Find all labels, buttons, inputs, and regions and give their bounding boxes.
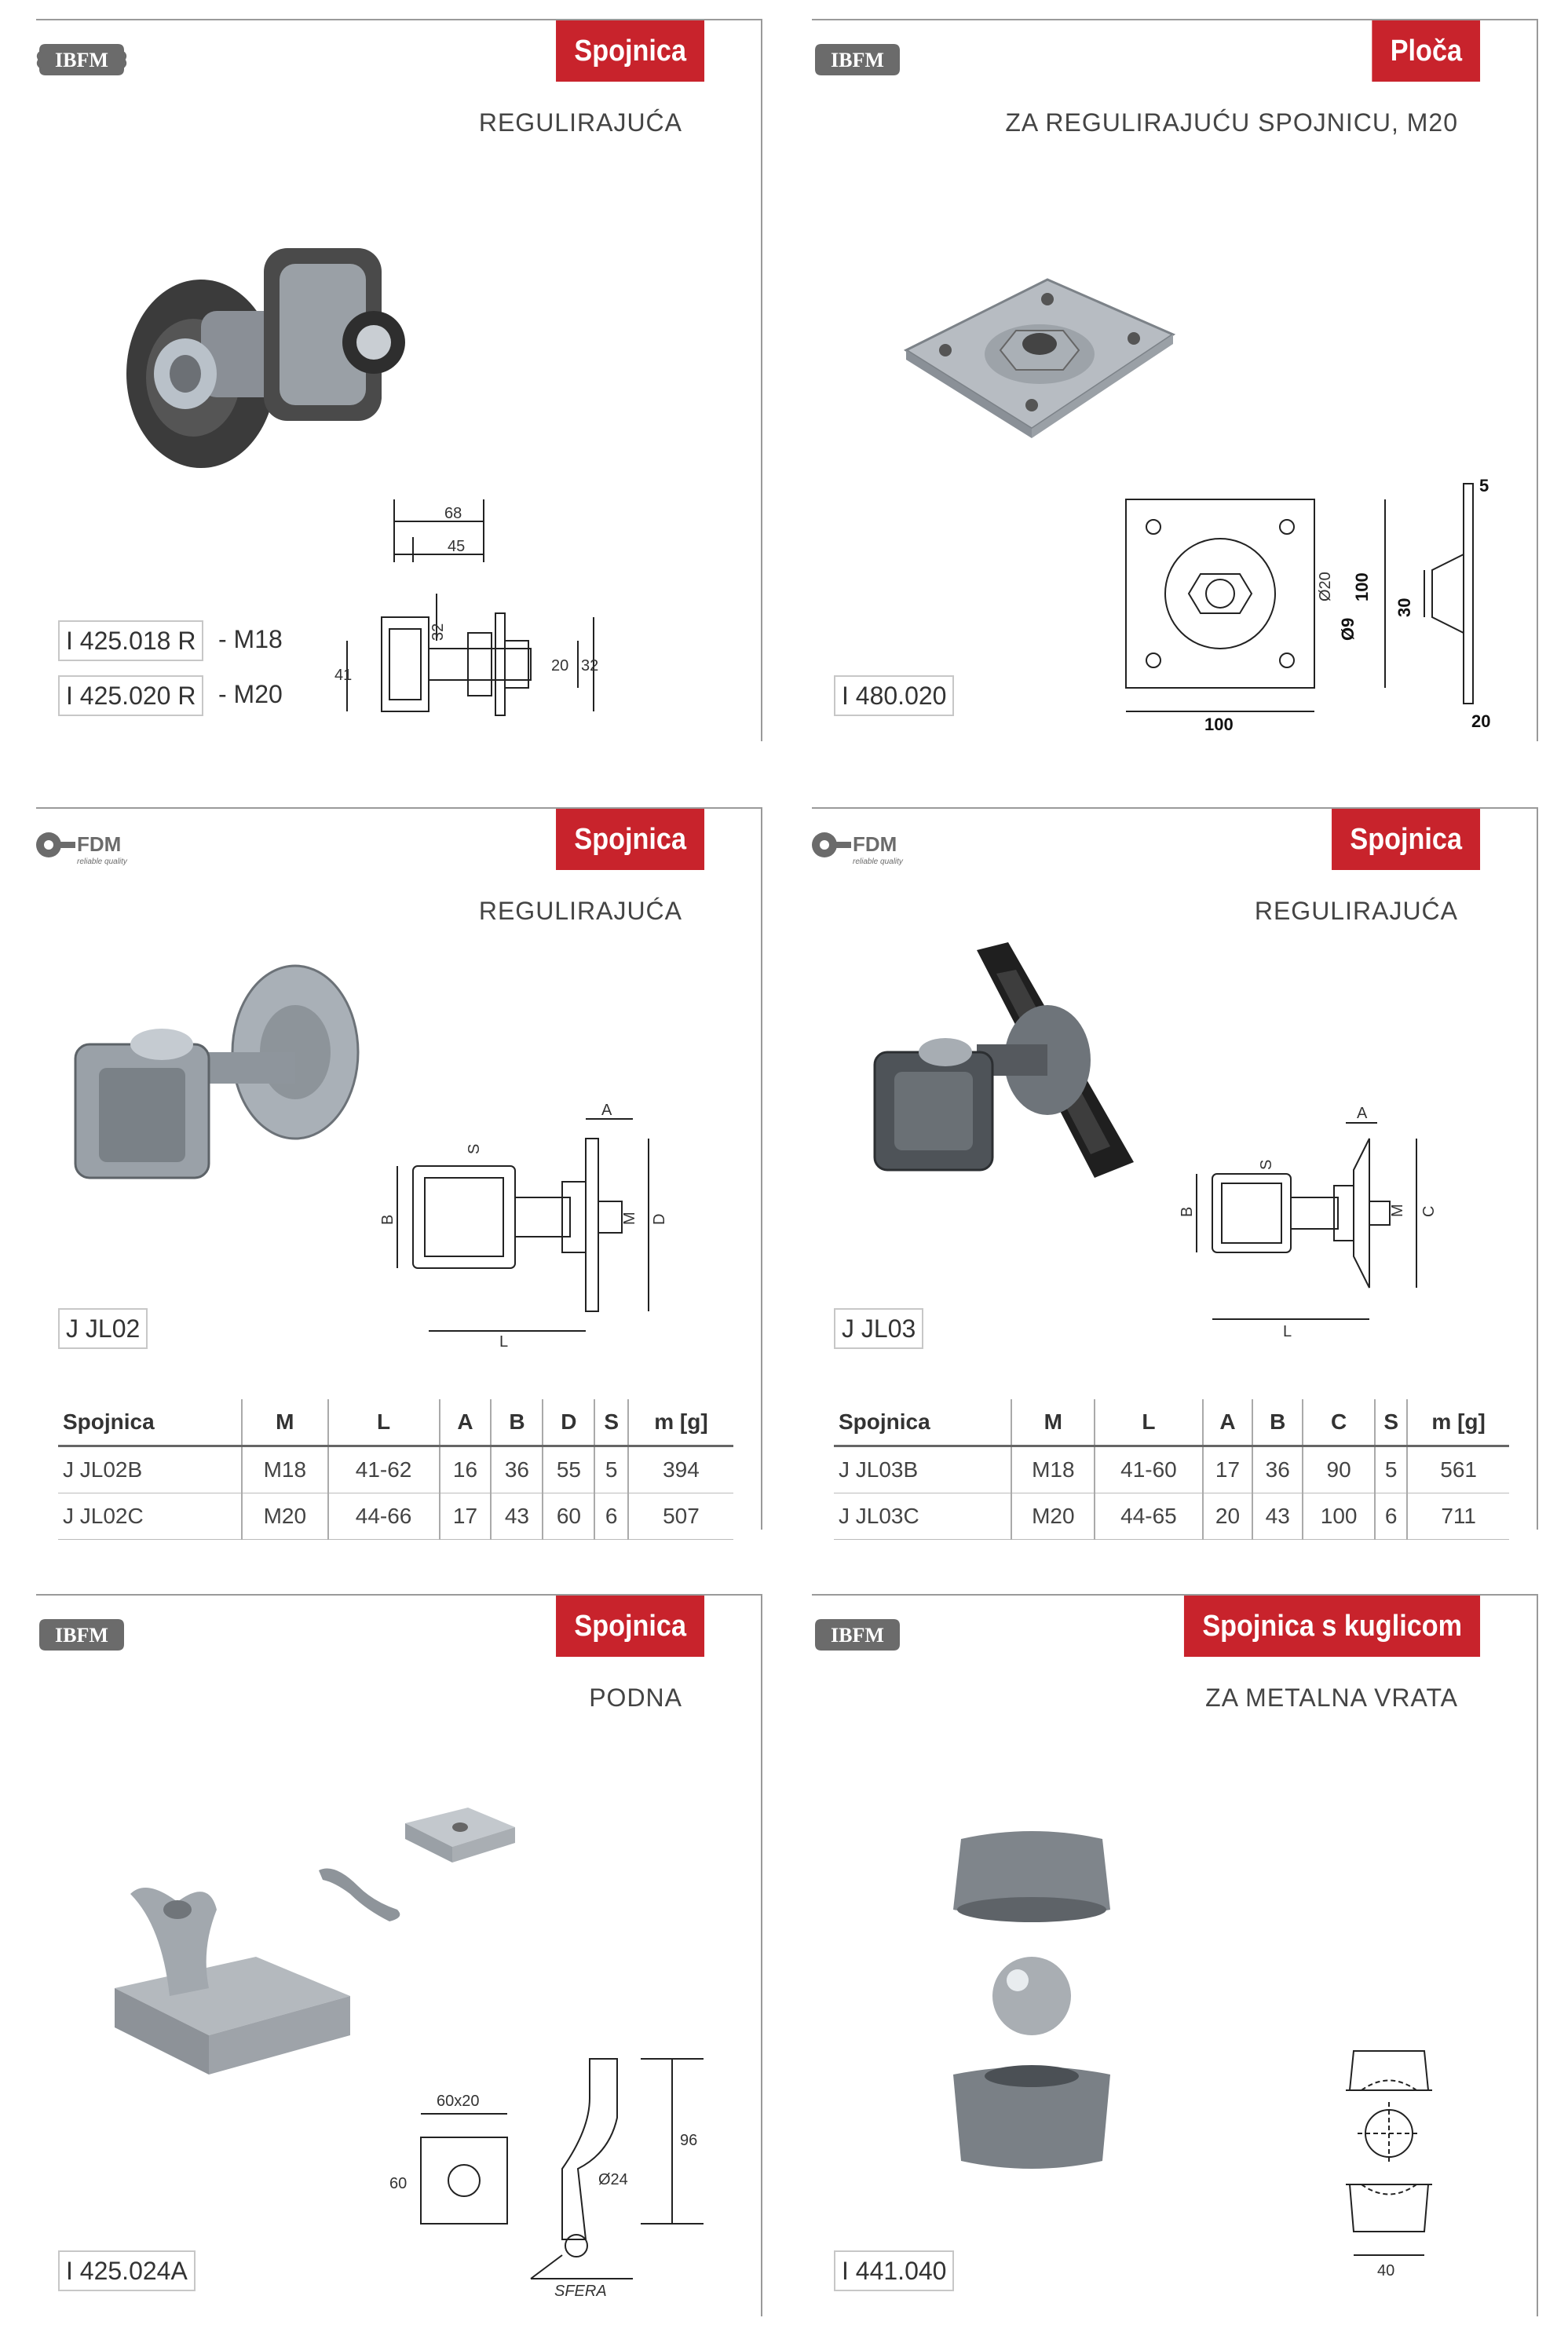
svg-text:A: A [601,1102,612,1119]
table-row: J JL02B M18 41-62 16 36 55 5 394 [58,1446,733,1493]
product-code: I 441.040 [834,2250,954,2291]
category-tag: Spojnica [556,20,704,82]
product-code-2: I 425.020 R [58,675,203,716]
hinge-photo [107,217,476,507]
product-subtitle: REGULIRAJUĆA [478,897,682,925]
svg-text:100: 100 [1352,572,1372,601]
svg-text:IBFM: IBFM [831,1624,884,1647]
table-row: J JL03C M20 44-65 20 43 100 6 711 [834,1493,1509,1540]
col-m: M [1011,1399,1095,1446]
col-spojnica: Spojnica [58,1399,242,1446]
svg-text:IBFM: IBFM [55,49,108,71]
svg-text:C: C [1420,1205,1438,1217]
product-subtitle: REGULIRAJUĆA [478,108,682,137]
ibfm-logo [36,38,127,82]
ball-bearing-hinge-photo [930,1823,1134,2216]
col-a: A [440,1399,492,1446]
svg-text:68: 68 [444,505,462,522]
svg-text:B: B [379,1214,397,1225]
svg-text:60x20: 60x20 [437,2093,480,2110]
product-code: J JL02 [58,1308,148,1349]
category-tag: Spojnica [556,1596,704,1657]
product-subtitle: ZA METALNA VRATA [1205,1683,1458,1712]
svg-text:FDM: FDM [77,832,122,856]
col-m: M [242,1399,328,1446]
svg-text:Ø9: Ø9 [1338,617,1358,641]
ibfm-logo [812,1613,903,1657]
product-variant-1: - M18 [218,625,283,653]
col-mass: m [g] [1407,1399,1509,1446]
svg-text:D: D [651,1213,668,1225]
svg-text:M: M [621,1212,638,1225]
product-subtitle: PODNA [589,1683,682,1712]
svg-text:L: L [499,1333,509,1351]
col-b: B [491,1399,543,1446]
svg-text:20: 20 [551,657,569,674]
svg-text:IBFM: IBFM [55,1624,108,1647]
category-tag: Spojnica s kuglicom [1184,1596,1480,1657]
technical-drawing [1330,2035,1487,2302]
product-panel-2 [812,19,1538,741]
product-subtitle: REGULIRAJUĆA [1254,897,1458,925]
product-code: I 480.020 [834,675,954,716]
svg-text:45: 45 [448,538,466,555]
product-panel-4 [812,807,1538,1530]
product-subtitle: ZA REGULIRAJUĆU SPOJNICU, M20 [1005,108,1458,137]
svg-text:5: 5 [1479,476,1489,495]
col-d: D [543,1399,594,1446]
svg-text:S: S [1258,1159,1275,1170]
svg-text:30: 30 [1394,598,1414,617]
col-a: A [1203,1399,1253,1446]
fdm-logo [807,824,933,873]
col-mass: m [g] [628,1399,733,1446]
svg-text:100: 100 [1204,715,1234,734]
col-l: L [1095,1399,1202,1446]
svg-text:41: 41 [334,667,353,684]
table-header-row [58,1399,733,1446]
hinge-photo [60,966,389,1217]
svg-text:A: A [1357,1105,1368,1122]
fdm-logo [31,824,157,873]
product-panel-6 [812,1594,1538,2316]
svg-text:96: 96 [680,2132,698,2149]
svg-text:32: 32 [429,623,447,641]
hinge-with-plate-photo [859,927,1204,1225]
svg-text:FDM: FDM [853,832,897,856]
product-code: J JL03 [834,1308,923,1349]
col-l: L [328,1399,440,1446]
col-spojnica: Spojnica [834,1399,1011,1446]
svg-text:32: 32 [581,657,599,674]
table-header-row [834,1399,1509,1446]
svg-text:reliable quality: reliable quality [77,857,127,866]
technical-drawing [379,1102,743,1374]
technical-drawing [334,484,758,751]
svg-text:20: 20 [1471,711,1491,731]
category-tag: Spojnica [1332,809,1480,870]
product-panel-1 [36,19,762,741]
ibfm-logo [36,1613,127,1657]
svg-text:S: S [466,1143,483,1154]
svg-text:B: B [1179,1206,1196,1217]
category-tag: Ploča [1372,20,1480,82]
table-row: J JL03B M18 41-60 17 36 90 5 561 [834,1446,1509,1493]
svg-text:L: L [1283,1323,1292,1340]
col-s: S [594,1399,628,1446]
svg-text:SFERA: SFERA [554,2283,607,2300]
col-c: C [1303,1399,1375,1446]
product-variant-2: - M20 [218,680,283,708]
category-tag: Spojnica [556,809,704,870]
svg-text:reliable quality: reliable quality [853,857,903,866]
product-panel-3 [36,807,762,1530]
spec-table [58,1399,733,1540]
svg-text:M: M [1389,1204,1406,1217]
svg-text:60: 60 [389,2175,408,2192]
ibfm-logo [812,38,903,82]
svg-text:40: 40 [1377,2262,1395,2279]
table-row: J JL02C M20 44-66 17 43 60 6 507 [58,1493,733,1540]
col-s: S [1375,1399,1407,1446]
svg-text:IBFM: IBFM [831,49,884,71]
technical-drawing [374,2043,751,2310]
spec-table [834,1399,1509,1540]
technical-drawing [1179,1105,1519,1374]
product-code-1: I 425.018 R [58,620,203,661]
col-b: B [1252,1399,1303,1446]
svg-text:Ø24: Ø24 [598,2171,628,2188]
svg-text:Ø20: Ø20 [1317,572,1334,601]
plate-photo [859,256,1204,476]
product-panel-5 [36,1594,762,2316]
product-code: I 425.024A [58,2250,196,2291]
technical-drawing [1118,476,1526,735]
